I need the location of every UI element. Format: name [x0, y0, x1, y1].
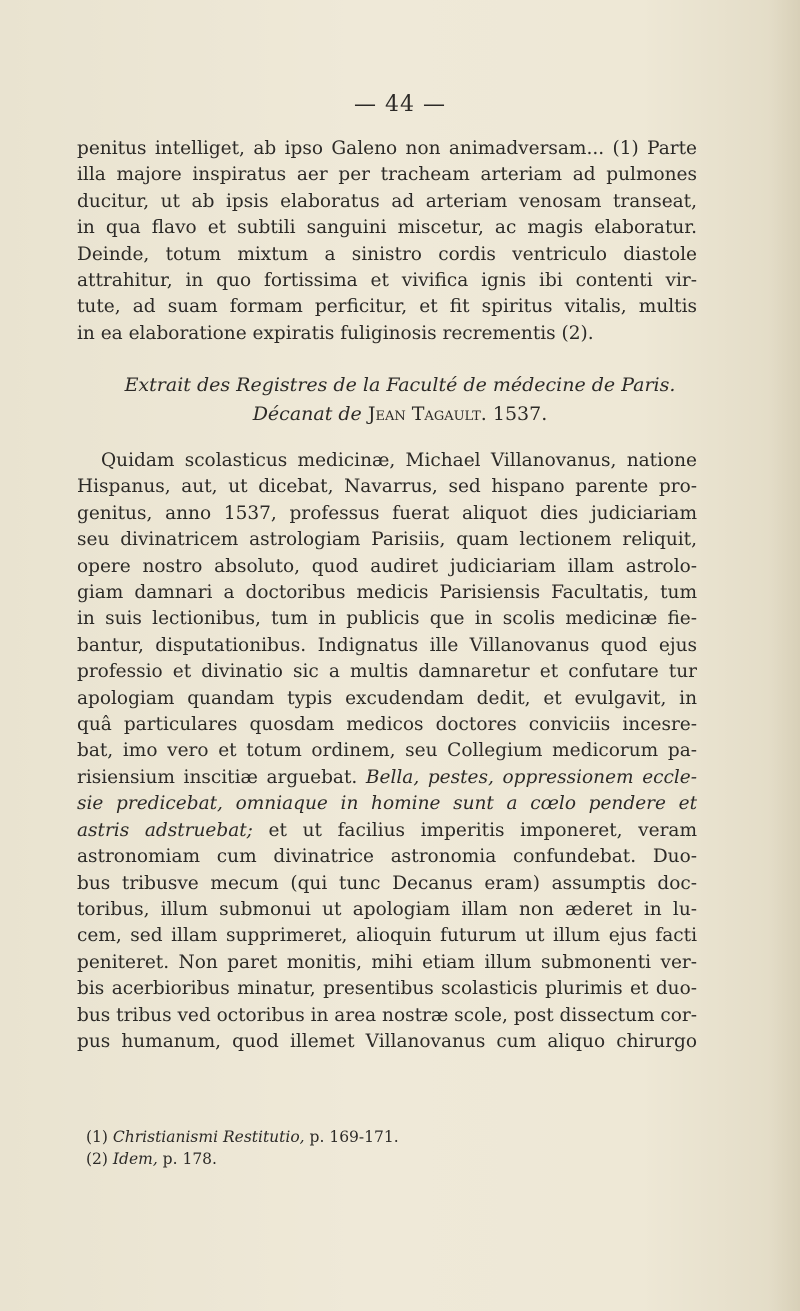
- text-line-mixed: [77, 818, 697, 844]
- text-line: peniteret. Non paret monitis, mihi etiam illum submonenti ver-: [77, 951, 697, 973]
- footnote-reference: Christianismi Restitutio,: [112, 1128, 305, 1146]
- text-line: illa majore inspiratus aer per tracheam arteriam ad pulmones: [77, 164, 697, 186]
- text-line: bus tribus ved octoribus in area nostræ scole, post dissectum cor-: [77, 1004, 697, 1026]
- heading-year: . 1537.: [480, 403, 548, 425]
- dean-name: Jean Tagault: [367, 403, 481, 425]
- text-line: tute, ad suam formam perficitur, et fit spiritus vitalis, multis: [77, 296, 697, 318]
- text-line: penitus intelliget, ab ipso Galeno non animadversam... (1) Parte: [77, 138, 697, 159]
- footnote-pages: p. 178.: [157, 1150, 217, 1168]
- footnote: [86, 1148, 706, 1170]
- italic-quote: astris adstruebat;: [77, 819, 253, 841]
- text-line: genitus, anno 1537, professus fuerat aliquot dies judiciariam: [77, 502, 697, 524]
- text-line: professio et divinatio sic a multis damnaretur et confutare tur: [77, 661, 697, 683]
- text-line: in qua flavo et subtili sanguini miscetur, ac magis elaboratur.: [77, 217, 697, 239]
- footnote-number: (1): [86, 1128, 108, 1146]
- text-line: bus tribusve mecum (qui tunc Decanus eram) assumptis doc-: [77, 872, 697, 894]
- text-line: Deinde, totum mixtum a sinistro cordis ventriculo diastole: [77, 243, 697, 265]
- text-line: toribus, illum submonui ut apologiam illam non æderet in lu-: [77, 898, 697, 920]
- footnotes: [86, 1126, 706, 1170]
- text-line: bis acerbioribus minatur, presentibus scolasticis plurimis et duo-: [77, 978, 697, 1000]
- footnote-pages: p. 169-171.: [304, 1128, 399, 1146]
- text-line: bat, imo vero et totum ordinem, seu Collegium medicorum pa-: [77, 740, 697, 762]
- page-number: — 44 —: [354, 92, 446, 117]
- section-heading-line-2: [0, 400, 800, 428]
- text-line: in suis lectionibus, tum in publicis que in scolis medicinæ fie-: [77, 608, 697, 630]
- text-line: opere nostro absoluto, quod audiret judiciariam illam astrolo-: [77, 555, 697, 577]
- italic-quote: Bella, pestes, oppressionem eccle-: [365, 766, 697, 788]
- text-line: Quidam scolasticus medicinæ, Michael Villanovanus, natione: [101, 450, 697, 471]
- text-line: ducitur, ut ab ipsis elaboratus ad arteriam venosam transeat,: [77, 190, 697, 212]
- text-line: quâ particulares quosdam medicos doctores conviciis incesre-: [77, 714, 697, 736]
- section-heading-line-1: Extrait des Registres de la Faculté de médecine de Paris.: [124, 374, 676, 396]
- heading-prefix: Décanat de: [252, 403, 368, 425]
- text-line: Hispanus, aut, ut dicebat, Navarrus, sed hispano parente pro-: [77, 476, 697, 498]
- text-line: bantur, disputationibus. Indignatus ille Villanovanus quod ejus: [77, 634, 697, 656]
- paragraph-2: [77, 448, 697, 1055]
- text-line: cem, sed illam supprimeret, alioquin futurum ut illum ejus facti: [77, 925, 697, 947]
- text-line-mixed: [77, 765, 697, 791]
- text-line: astronomiam cum divinatrice astronomia confundebat. Duo-: [77, 846, 697, 868]
- text-segment: risiensium inscitiæ arguebat.: [77, 766, 358, 788]
- text-line: seu divinatricem astrologiam Parisiis, quam lectionem reliquit,: [77, 529, 697, 551]
- text-segment: et ut facilius imperitis imponeret, veram: [252, 819, 697, 841]
- footnote: [86, 1126, 706, 1148]
- text-line: attrahitur, in quo fortissima et vivifica ignis ibi contenti vir-: [77, 270, 697, 292]
- text-line: in ea elaboratione expiratis fuliginosis recrementis (2).: [77, 322, 594, 344]
- text-line: giam damnari a doctoribus medicis Parisiensis Facultatis, tum: [77, 582, 697, 604]
- footnote-reference: Idem,: [112, 1150, 158, 1168]
- paragraph-1: [77, 136, 697, 347]
- text-line: pus humanum, quod illemet Villanovanus cum aliquo chirurgo: [77, 1030, 697, 1052]
- footnote-number: (2): [86, 1150, 108, 1168]
- text-line: apologiam quandam typis excudendam dedit, et evulgavit, in: [77, 687, 697, 709]
- italic-quote-line: sie predicebat, omniaque in homine sunt a cœlo pendere et: [77, 793, 697, 815]
